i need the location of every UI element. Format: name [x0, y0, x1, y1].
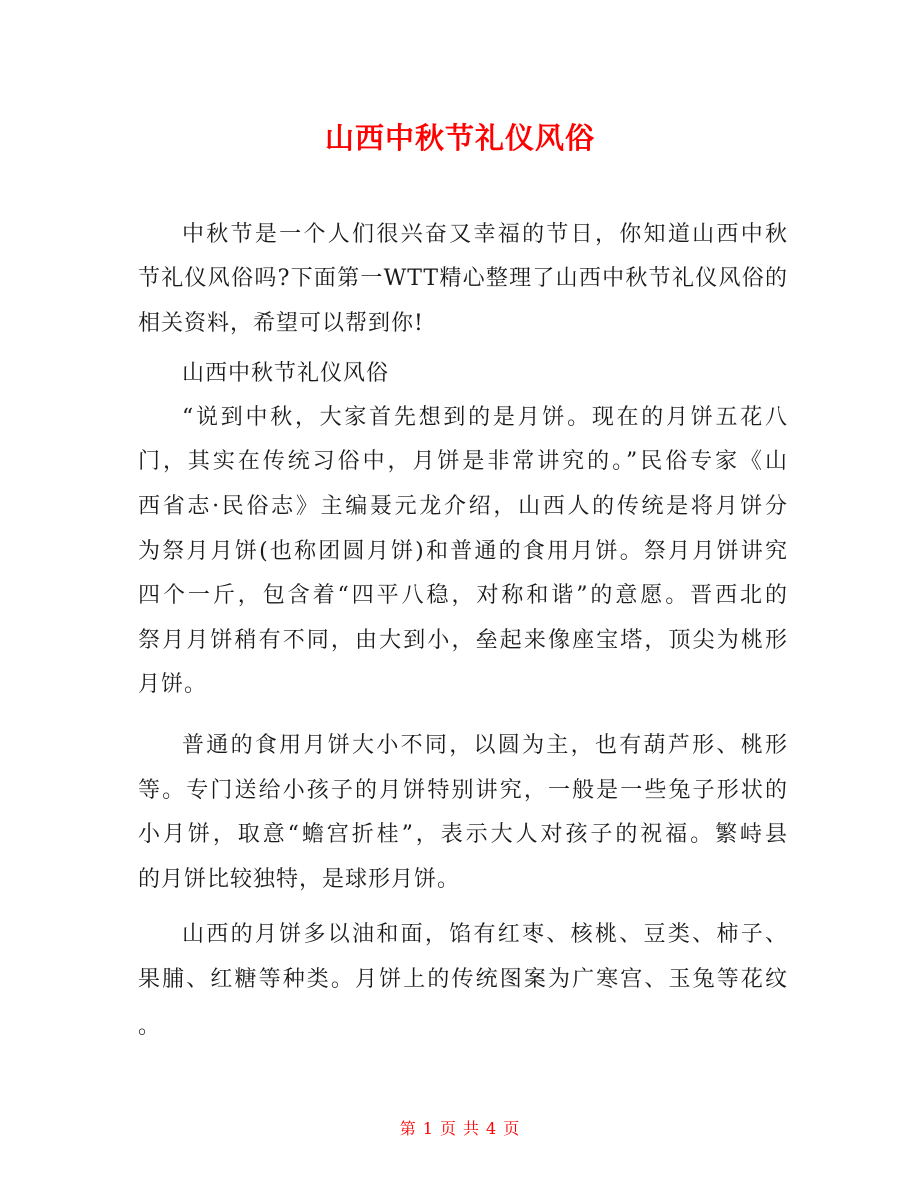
paragraph-line: 中秋节是一个人们很兴奋又幸福的节日，你知道山西中秋	[182, 222, 788, 247]
footer-page-unit: 页	[439, 1119, 457, 1138]
paragraph-line: 等。专门送给小孩子的月饼特别讲究，一般是一些兔子形状的	[138, 778, 788, 803]
paragraph-line: 普通的食用月饼大小不同，以圆为主，也有葫芦形、桃形	[182, 733, 788, 758]
paragraph-line: 果脯、红糖等种类。月饼上的传统图案为广寒宫、玉兔等花纹	[138, 967, 788, 992]
section-heading: 山西中秋节礼仪风俗	[182, 361, 390, 386]
paragraph-line: 祭月月饼稍有不同，由大到小，垒起来像座宝塔，顶尖为桃形	[138, 628, 788, 653]
footer-page-label: 第	[399, 1119, 417, 1138]
paragraph-line: 山西的月饼多以油和面，馅有红枣、核桃、豆类、柿子、	[182, 922, 788, 947]
paragraph-line: “说到中秋，大家首先想到的是月饼。现在的月饼五花八	[182, 405, 788, 430]
footer-page-number: 1	[422, 1119, 434, 1138]
paragraph-line: 小月饼，取意“蟾宫折桂”，表示大人对孩子的祝福。繁峙县	[138, 822, 788, 847]
paragraph-line: 四个一斤，包含着“四平八稳，对称和谐”的意愿。晋西北的	[138, 583, 788, 608]
paragraph-line: 。	[138, 1014, 162, 1039]
footer-total-label: 共	[463, 1119, 481, 1138]
paragraph-line: 的月饼比较独特，是球形月饼。	[138, 867, 461, 892]
paragraph-line: 相关资料，希望可以帮到你!	[138, 311, 424, 336]
paragraph-line: 西省志·民俗志》主编聂元龙介绍，山西人的传统是将月饼分	[138, 494, 788, 519]
paragraph-line: 门，其实在传统习俗中，月饼是非常讲究的。”民俗专家《山	[138, 449, 788, 474]
page-footer	[0, 1116, 920, 1139]
paragraph-line: 节礼仪风俗吗?下面第一WTT精心整理了山西中秋节礼仪风俗的	[138, 266, 788, 291]
paragraph-line: 月饼。	[138, 672, 208, 697]
footer-total-pages: 4	[486, 1119, 498, 1138]
footer-total-unit: 页	[503, 1119, 521, 1138]
paragraph-line: 为祭月月饼(也称团圆月饼)和普通的食用月饼。祭月月饼讲究	[138, 539, 788, 564]
document-title: 山西中秋节礼仪风俗	[324, 121, 595, 155]
